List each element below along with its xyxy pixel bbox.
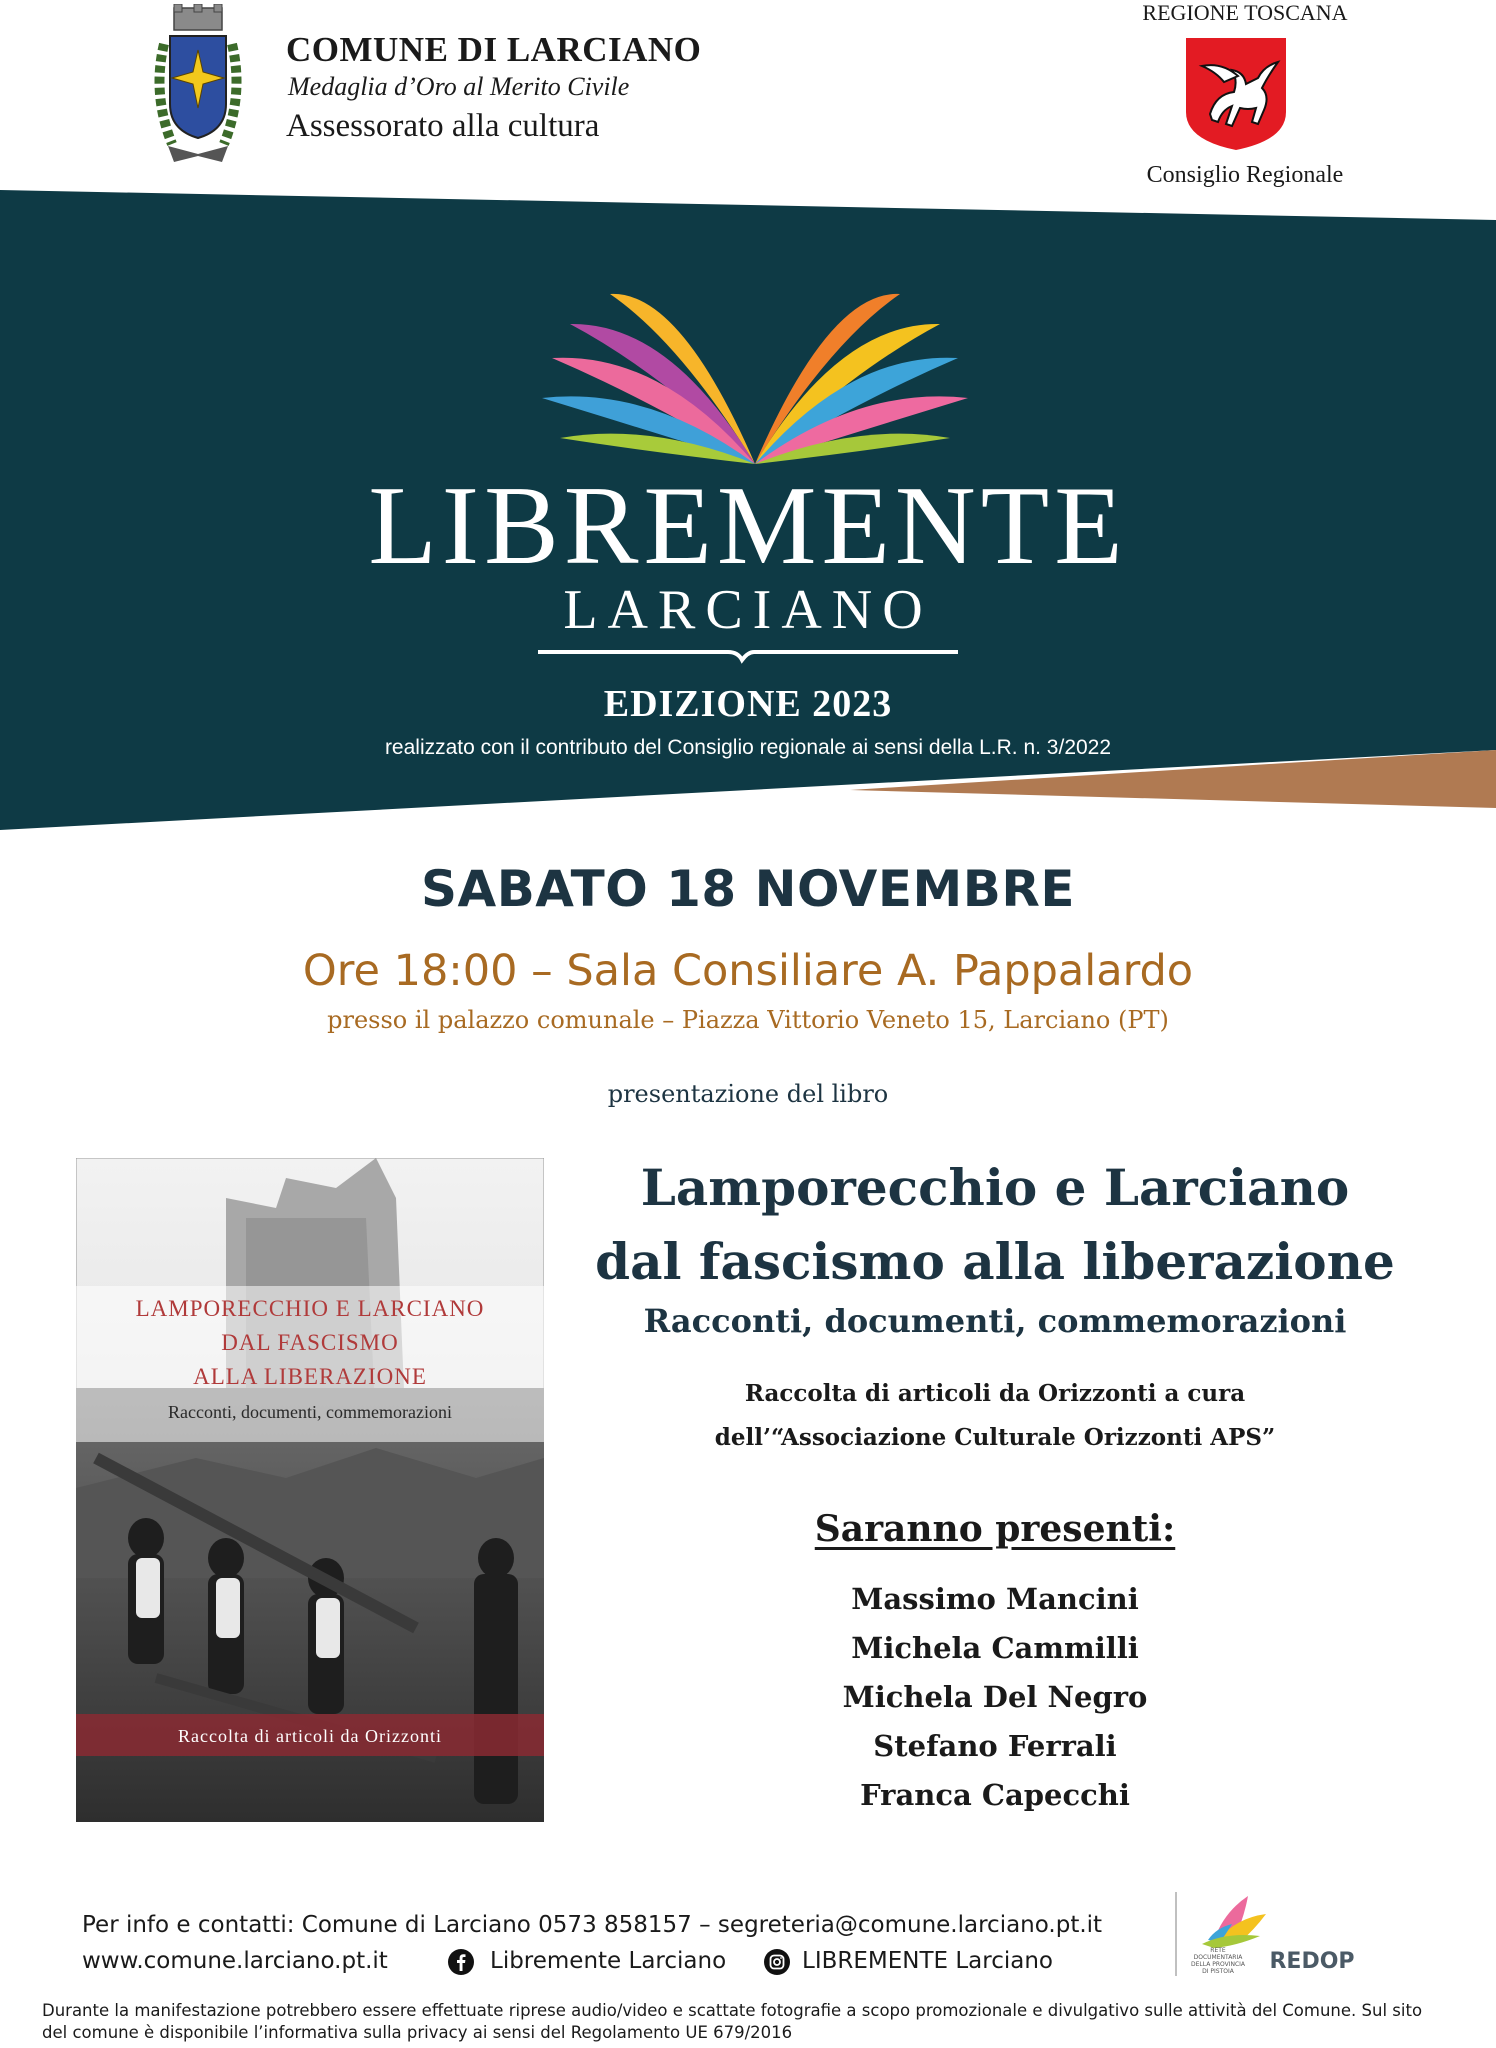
regione-toscana-shield-icon — [1182, 36, 1290, 152]
contributo-note: realizzato con il contributo del Consiglio regionale ai sensi della L.R. n. 3/2022 — [384, 736, 1112, 759]
raccolta-line-1: Raccolta di articoli da Orizzonti a cura — [744, 1380, 1246, 1407]
cover-title-line-3: ALLA LIBERAZIONE — [193, 1364, 427, 1389]
regione-consiglio: Consiglio Regionale — [1146, 162, 1344, 188]
speaker-name: Massimo Mancini — [851, 1582, 1139, 1616]
instagram-icon[interactable] — [764, 1949, 790, 1975]
cover-subtitle: Racconti, documenti, commemorazioni — [168, 1402, 452, 1422]
logo-underline — [538, 648, 958, 670]
book-title-line-2: dal fascismo alla liberazione — [595, 1232, 1395, 1291]
redop-small-line-3: DELLA PROVINCIA — [1190, 1961, 1246, 1968]
logo-title: LIBREMENTE — [368, 464, 1128, 588]
speaker-name: Michela Cammilli — [851, 1631, 1139, 1665]
speaker-name: Stefano Ferrali — [873, 1729, 1117, 1763]
speakers-heading: Saranno presenti: — [814, 1508, 1176, 1550]
comune-assessorato: Assessorato alla cultura — [286, 108, 600, 144]
redop-small-line-2: DOCUMENTARIA — [1193, 1954, 1243, 1961]
speaker-name: Michela Del Negro — [842, 1680, 1148, 1714]
facebook-link[interactable]: Libremente Larciano — [490, 1948, 727, 1974]
contact-info: Per info e contatti: Comune di Larciano 0573 858157 – segreteria@comune.larciano.pt.it — [82, 1912, 1103, 1938]
book-cover-image — [76, 1158, 544, 1822]
redop-logo — [1174, 1888, 1374, 1980]
website-link[interactable]: www.comune.larciano.pt.it — [82, 1948, 388, 1974]
speaker-name: Franca Capecchi — [860, 1778, 1130, 1812]
privacy-notice: Durante la manifestazione potrebbero essere effettuate riprese audio/video e scattate fotografie a scopo promozionale e divulgativo sulle attività del Comune. Sul sito del comune è disponibile l’informativa sulla privacy ai sensi del Regolamento UE 679/2016 — [42, 2001, 1423, 2042]
raccolta-line-2: dell’“Associazione Culturale Orizzonti APS” — [714, 1424, 1276, 1451]
comune-medal: Medaglia d’Oro al Merito Civile — [288, 72, 630, 101]
cover-footer: Raccolta di articoli da Orizzonti — [178, 1726, 442, 1746]
redop-name: REDOP — [1269, 1949, 1355, 1974]
event-date: SABATO 18 NOVEMBRE — [420, 860, 1076, 918]
comune-name: COMUNE DI LARCIANO — [286, 30, 702, 69]
edizione-label: EDIZIONE 2023 — [603, 683, 893, 725]
book-subtitle: Racconti, documenti, commemorazioni — [643, 1302, 1347, 1340]
redop-small-line-1: RETE — [1210, 1947, 1226, 1954]
comune-crest-icon — [150, 4, 246, 166]
instagram-link[interactable]: LIBREMENTE Larciano — [802, 1948, 1054, 1974]
facebook-icon[interactable] — [448, 1949, 474, 1975]
event-address: presso il palazzo comunale – Piazza Vittorio Veneto 15, Larciano (PT) — [327, 1006, 1169, 1034]
cover-title-line-1: LAMPORECCHIO E LARCIANO — [135, 1296, 485, 1321]
cover-title-line-2: DAL FASCISMO — [221, 1330, 399, 1355]
regione-title: REGIONE TOSCANA — [1142, 0, 1348, 25]
logo-subtitle: LARCIANO — [563, 579, 933, 641]
libremente-book-logo-icon — [530, 282, 980, 472]
event-time-place: Ore 18:00 – Sala Consiliare A. Pappalardo — [302, 946, 1194, 996]
book-title-line-1: Lamporecchio e Larciano — [640, 1158, 1350, 1217]
redop-small-line-4: DI PISTOIA — [1202, 1968, 1234, 1975]
presentation-intro: presentazione del libro — [607, 1080, 889, 1108]
